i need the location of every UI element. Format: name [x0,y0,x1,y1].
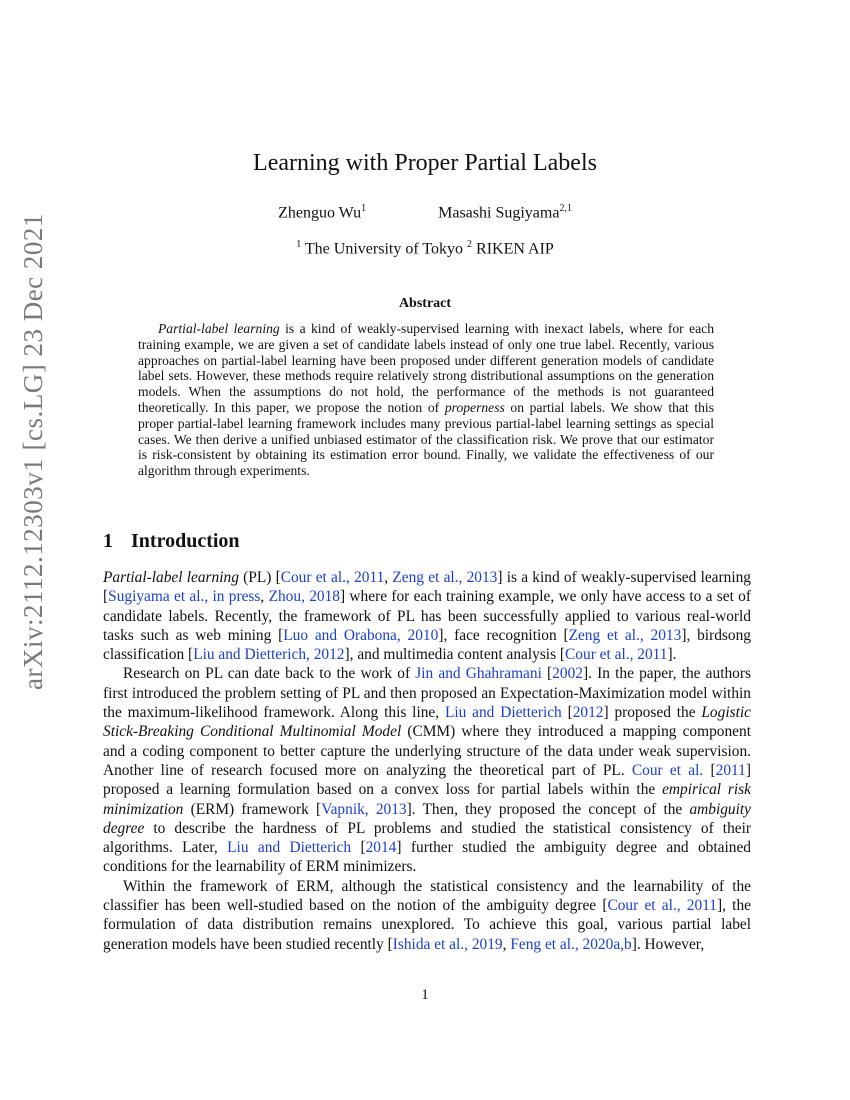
paragraph-2 [103,664,751,876]
text: ], birdsong classification [ [103,626,751,664]
affil-mark-2: 2 [467,239,473,250]
author-wu [278,203,366,222]
text: [ [351,839,366,857]
affil-riken: RIKEN AIP [476,240,554,258]
term: Partial-label learning [103,569,239,586]
text: Within the framework of ERM, although the statistical consistency and the learnability of the classifier has been well-studied based on the notion of the ambiguity degree [ [103,877,751,915]
affiliations [0,239,850,258]
text: ], face recognition [ [438,626,569,644]
citation-link[interactable]: Cour et al., 2011 [280,569,385,586]
text: ] where for each training example, we only have access to a set of candidate labels. Recently, the framework of PL has been successfully applied to various real-world tasks such as web mining [ [103,588,751,644]
citation-link[interactable]: Zhou, 2018 [268,588,340,606]
author-name: Zhenguo Wu [278,204,362,222]
citation-link[interactable]: Jin and Ghahramani [415,665,542,683]
text: (PL) [ [238,569,281,586]
citation-link[interactable]: 2012 [572,704,604,722]
citation-link[interactable]: 2011 [715,761,746,779]
citation-link[interactable]: Feng et al., 2020a,b [510,935,632,953]
abstract-term: Partial-label learning [158,321,280,336]
paper-title: Learning with Proper Partial Labels [253,150,597,176]
arxiv-identifier-stamp: arXiv:2112.12303v1 [cs.LG] 23 Dec 2021 [18,213,48,690]
citation-link[interactable]: Cour et al., 2011 [565,646,668,664]
citation-link[interactable]: Liu and Dietterich, 2012 [193,646,345,664]
citation-link[interactable]: 2014 [365,839,397,857]
text: ] is a kind of weakly-supervised learning [ [103,569,751,606]
citation-link[interactable]: Sugiyama et al., in press [108,588,261,606]
citation-link[interactable]: Cour et al. [631,761,704,779]
abstract-text [138,321,714,479]
term: Logistic Stick-Breaking Conditional Multinomial Model [103,704,751,741]
author-sugiyama [438,203,572,222]
section-title: Introduction [131,530,240,552]
section-number: 1 [103,530,113,552]
paragraph-1 [103,568,751,664]
author-name: Masashi Sugiyama [438,204,560,222]
text: [ [541,665,553,683]
citation-link[interactable]: Zeng et al., 2013 [568,626,682,644]
text: ] proposed the [603,704,702,722]
term: ambiguity degree [103,800,751,837]
citation-link[interactable]: Luo and Orabona, 2010 [283,626,439,644]
text: [ [561,704,573,722]
text: ]. [667,646,677,664]
author-list [0,203,850,222]
text: , [502,935,511,953]
text: ] proposed a learning formulation based on a convex loss for partial labels within the [103,761,751,799]
text: (ERM) framework [ [183,800,322,818]
abstract-heading: Abstract [398,296,452,311]
abstract-term: properness [444,399,505,415]
text: ], the formulation of data distribution remains unexplored. To achieve this goal, various partial label generation models have been studied recently [ [103,897,751,953]
text: Research on PL can date back to the work of [123,665,416,683]
citation-link[interactable]: Cour et al., 2011 [607,897,717,915]
citation-link[interactable]: Vapnik, 2013 [321,800,407,818]
text: ], and multimedia content analysis [ [344,646,566,664]
term: empirical risk minimization [103,781,751,818]
text: ]. However, [631,935,705,953]
citation-link[interactable]: Liu and Dietterich [444,704,562,722]
abstract-span: on partial labels. We show that this proper partial-label learning framework includes many previous partial-label learning settings as special cases. We then derive a unified unbiased estimator of the classification risk. We prove that our estimator is risk-consistent by obtaining its estimation error bound. Finally, we validate the effectiveness of our algorithm through experiments. [138,399,714,479]
citation-link[interactable]: Liu and Dietterich [227,839,352,857]
text: ]. In the paper, the authors first introduced the problem setting of PL and then proposed an Expectation-Maximization model within the maximum-likelihood framework. Along this line, [103,665,751,722]
introduction-body [103,568,751,954]
text: , [260,588,269,606]
citation-link[interactable]: Zeng et al., 2013 [392,569,498,586]
affil-tokyo: The University of Tokyo [304,240,464,258]
page-number: 1 [421,987,429,1003]
citation-link[interactable]: 2002 [552,665,583,683]
abstract-span: is a kind of weakly-supervised learning with inexact labels, where for each training example, we are given a set of candidate labels instead of only one true label. Recently, various approaches on partial-label learning have been proposed under different generation models of candidate label sets. However, these methods require relatively strong distributional assumptions on the generation models. When the assumptions do not hold, the performance of the methods is not guaranteed theoretically. In this paper, we propose the notion of [138,321,714,415]
author-affil-mark: 1 [361,203,367,214]
author-affil-mark: 2,1 [559,203,572,214]
section-heading-introduction [103,530,240,553]
text: , [384,569,393,586]
text: [ [703,761,716,779]
affil-mark-1: 1 [296,239,302,250]
text: to describe the hardness of PL problems and studied the statistical consistency of their algorithms. Later, [103,819,751,857]
text: (CMM) where they introduced a mapping component and a coding component to better capture the underlying structure of the data under weak supervision. Another line of research focused more on analyzing the theoretical part of PL. [103,723,751,779]
paragraph-3 [103,877,751,954]
text: ] further studied the ambiguity degree and obtained conditions for the learnability of ERM minimizers. [103,839,751,876]
text: ]. Then, they proposed the concept of the [406,800,690,818]
citation-link[interactable]: Ishida et al., 2019 [392,935,503,953]
